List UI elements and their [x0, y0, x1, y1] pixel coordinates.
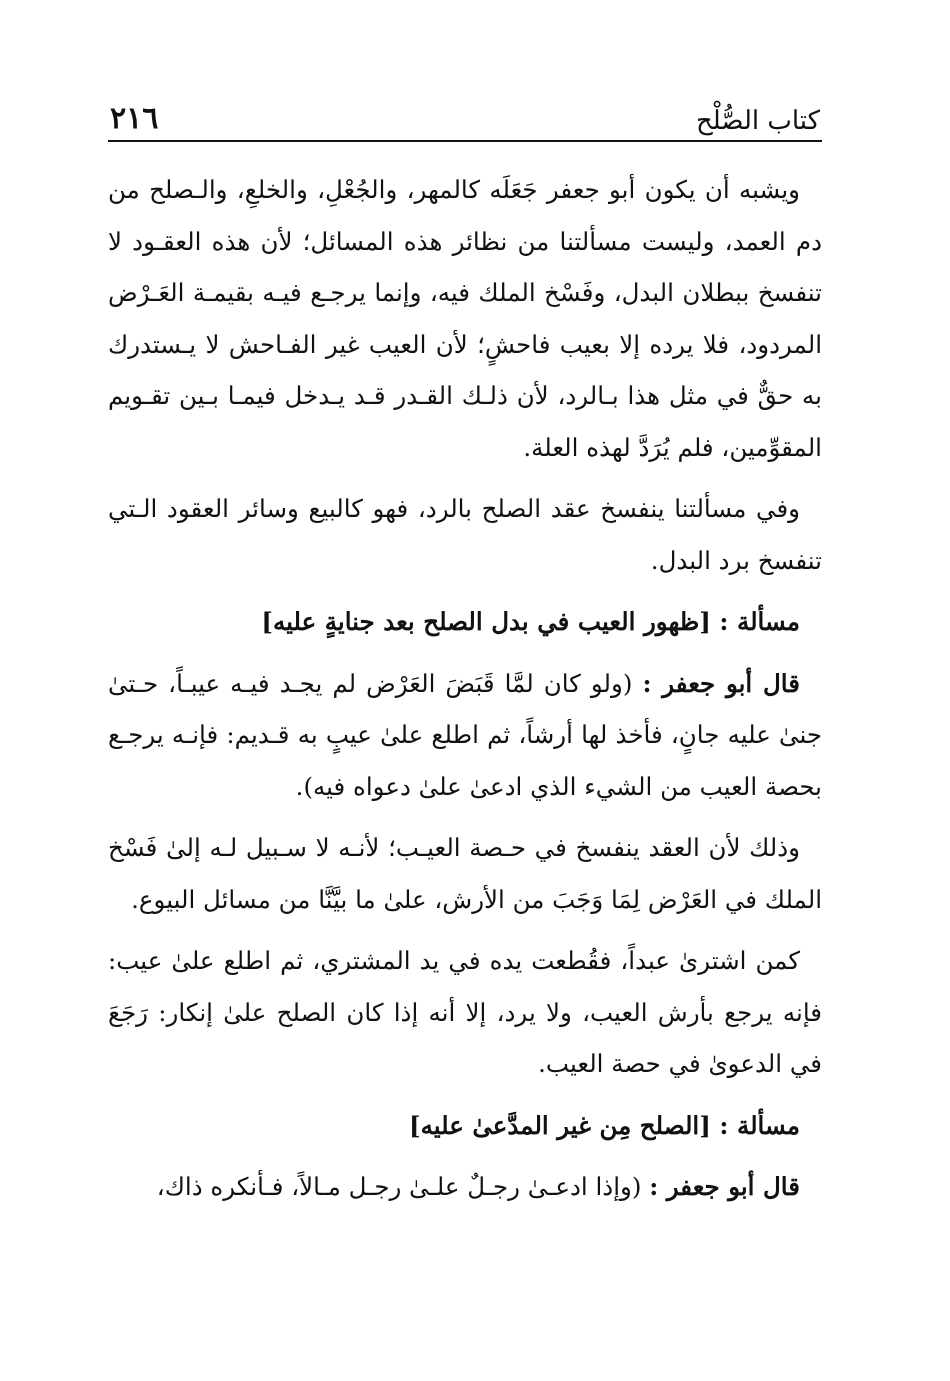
- issue-label-1: مسألة :: [719, 607, 800, 636]
- paragraph-4-text: كمن اشترىٰ عبداً، فقُطعت يده في يد المشتري، ثم اطلع علىٰ عيب: فإنه يرجع بأرش العيب، ولا يرد، إلا أنه إذا كان الصلح علىٰ إنكار: رَجَعَ في الدعوىٰ في حصة العيب.: [108, 946, 822, 1078]
- quote-2: (وإذا ادعـىٰ رجـلٌ علـىٰ رجـل مـالاً، فـأنكره ذاك،: [156, 1172, 642, 1201]
- paragraph-3: [108, 822, 822, 925]
- issue-title-1: [ظهور العيب في بدل الصلح بعد جنايةٍ عليه]: [261, 607, 711, 636]
- quote-paragraph-1: [108, 658, 822, 813]
- issue-heading-2: [108, 1100, 822, 1152]
- running-header: [108, 92, 822, 142]
- book-title: كتاب الصُّلْح: [696, 106, 820, 136]
- speaker-2: قال أبو جعفر :: [649, 1172, 800, 1201]
- paragraph-4: [108, 935, 822, 1090]
- paragraph-1: [108, 164, 822, 473]
- quote-paragraph-2: [108, 1161, 822, 1213]
- paragraph-2: [108, 483, 822, 586]
- quote-1: (ولو كان لمَّا قَبَضَ العَرْض لم يجـد فيـه عيبـاً، حـتىٰ جنىٰ عليه جانٍ، فأخذ لها أرشاً، ثم اطلع علىٰ عيبٍ به قـديم: فإنـه يرجـع بحصة العيب من الشيء الذي ادعىٰ علىٰ دعواه فيه).: [108, 668, 822, 801]
- book-page: [108, 92, 822, 1223]
- issue-title-2: [الصلح مِن غير المدَّعىٰ عليه]: [409, 1110, 711, 1140]
- issue-label-2: مسألة :: [719, 1110, 800, 1140]
- issue-heading-1: [108, 596, 822, 648]
- paragraph-3-text: وذلك لأن العقد ينفسخ في حـصة العيـب؛ لأنـه لا سـبيل لـه إلىٰ فَسْخ الملك في العَرْض لِمَا وَجَبَ من الأرش، علىٰ ما بيَّنَّا من مسائل البيوع.: [108, 833, 822, 914]
- paragraph-2-text: وفي مسألتنا ينفسخ عقد الصلح بالرد، فهو كالبيع وسائر العقود الـتي تنفسخ برد البدل.: [108, 494, 822, 575]
- paragraph-1-text: ويشبه أن يكون أبو جعفر جَعَلَه كالمهر، والجُعْلِ، والخلعِ، والـصلح من دم العمد، وليست مسألتنا من نظائر هذه المسائل؛ لأن هذه العقـود لا تنفسخ ببطلان البدل، وفَسْخ الملك فيه، وإنما يرجـع فيـه بقيمـة العَـرْض المردود، فلا يرده إلا بعيب فاحشٍ؛ لأن العيب غير الفـاحش لا يـستدرك به حقٌّ في مثل هذا بـالرد، لأن ذلـك القـدر قـد يـدخل فيمـا بـين تقـويم المقوِّمين، فلم يُرَدَّ لهذه العلة.: [108, 175, 822, 462]
- speaker-1: قال أبو جعفر :: [642, 668, 800, 698]
- page-number: ٢١٦: [110, 101, 159, 136]
- page-body: [108, 164, 822, 1213]
